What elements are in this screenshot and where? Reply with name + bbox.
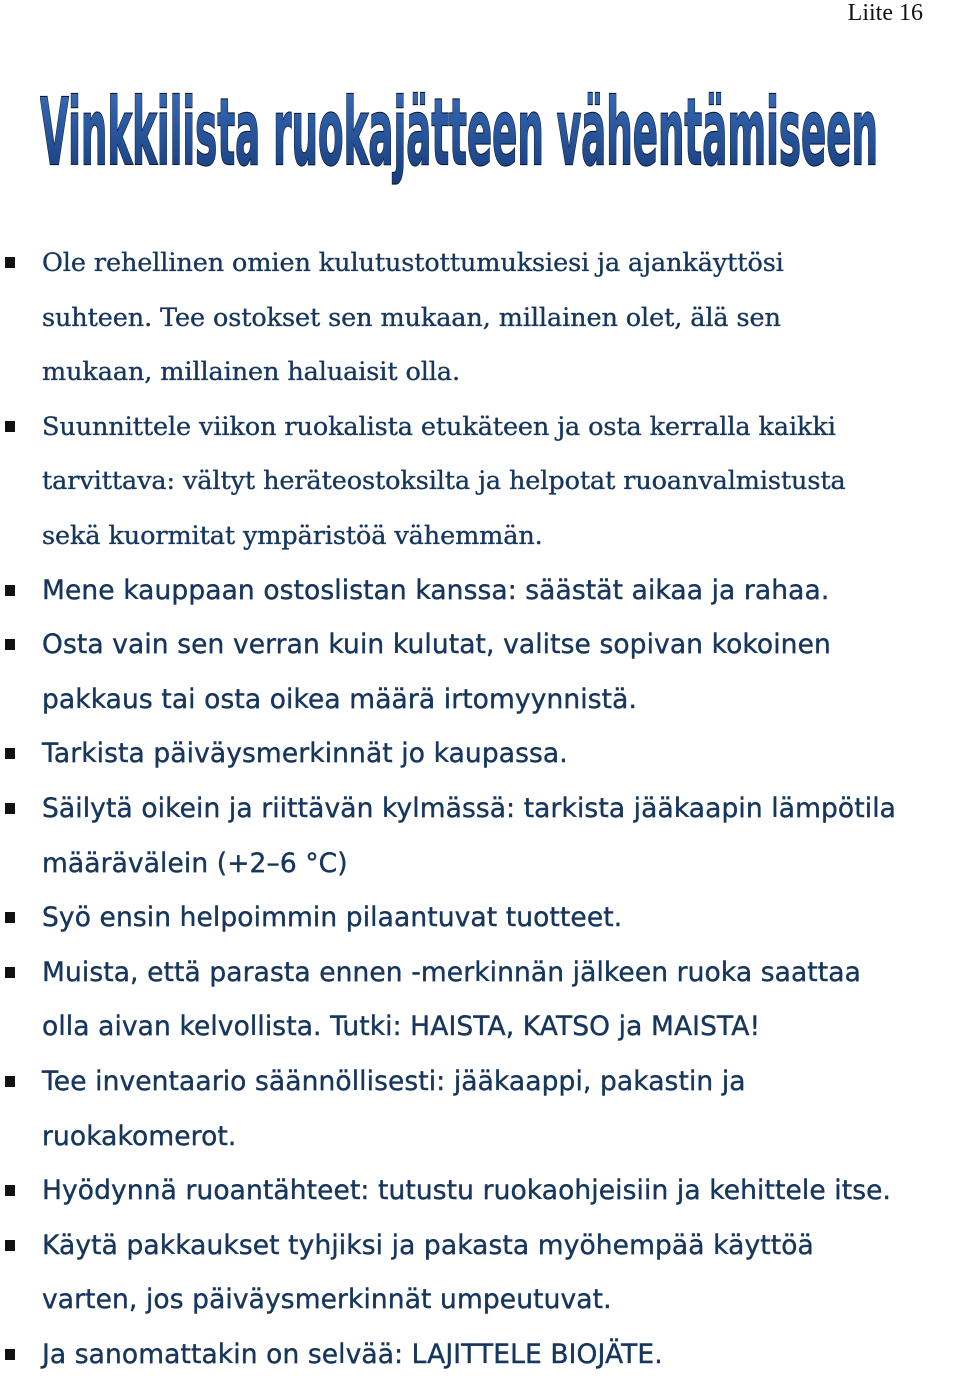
tip-line: Hyödynnä ruoantähteet: tutustu ruokaohjeisiin ja kehittele itse. — [42, 1175, 892, 1207]
tip-line: Ja sanomattakin on selvää: LAJITTELE BIOJÄTE. — [42, 1338, 663, 1370]
tip-item — [0, 782, 960, 891]
square-bullet-icon — [5, 912, 15, 923]
tip-line: mukaan, millainen haluaisit olla. — [42, 357, 460, 388]
title-wordart — [40, 74, 885, 204]
square-bullet-icon — [5, 421, 15, 432]
tip-item — [0, 564, 960, 619]
page-label: Liite 16 — [847, 0, 923, 26]
tip-line: Ole rehellinen omien kulutustottumuksiesi ja ajankäyttösi — [42, 248, 784, 278]
tip-line: Säilytä oikein ja riittävän kylmässä: tarkista jääkaapin lämpötila — [42, 792, 896, 824]
tip-item — [0, 727, 960, 782]
square-bullet-icon — [5, 748, 15, 759]
tip-line: määrävälein (+2–6 °C) — [42, 847, 348, 879]
tip-line: varten, jos päiväysmerkinnät umpeutuvat. — [42, 1284, 612, 1316]
square-bullet-icon — [5, 257, 15, 268]
square-bullet-icon — [5, 585, 15, 596]
tip-item — [0, 1164, 960, 1219]
tip-line: sekä kuormitat ympäristöä vähemmän. — [42, 520, 543, 551]
tip-line: ruokakomerot. — [42, 1120, 237, 1152]
square-bullet-icon — [5, 803, 15, 814]
square-bullet-icon — [5, 967, 15, 978]
tip-line: Tarkista päiväysmerkinnät jo kaupassa. — [42, 738, 568, 770]
tip-line: pakkaus tai osta oikea määrä irtomyynnistä. — [42, 683, 637, 715]
tip-item — [0, 400, 960, 564]
document-title — [40, 74, 885, 204]
tip-line: Tee inventaario säännöllisesti: jääkaappi, pakastin ja — [42, 1065, 746, 1097]
tip-item — [0, 1219, 960, 1328]
tip-item — [0, 946, 960, 1055]
tip-line: tarvittava: vältyt heräteostoksilta ja helpotat ruoanvalmistusta — [42, 466, 846, 497]
tip-line: olla aivan kelvollista. Tutki: HAISTA, KATSO ja MAISTA! — [42, 1011, 761, 1043]
tip-line: suhteen. Tee ostokset sen mukaan, millainen olet, älä sen — [42, 302, 781, 333]
title-text: Vinkkilista ruokajätteen vähentämiseen — [40, 79, 878, 186]
tips-list — [0, 236, 960, 1382]
square-bullet-icon — [5, 1076, 15, 1087]
tip-line: Mene kauppaan ostoslistan kanssa: säästät aikaa ja rahaa. — [42, 574, 830, 606]
tip-line: Osta vain sen verran kuin kulutat, valitse sopivan kokoinen — [42, 629, 831, 661]
tip-item — [0, 891, 960, 946]
tip-item — [0, 1055, 960, 1164]
tip-item — [0, 236, 960, 400]
tip-item — [0, 618, 960, 727]
tip-line: Syö ensin helpoimmin pilaantuvat tuotteet. — [42, 902, 623, 934]
square-bullet-icon — [5, 1185, 15, 1196]
square-bullet-icon — [5, 639, 15, 650]
tip-line: Suunnittele viikon ruokalista etukäteen ja osta kerralla kaikki — [42, 411, 836, 442]
square-bullet-icon — [5, 1240, 15, 1251]
tip-line: Muista, että parasta ennen -merkinnän jälkeen ruoka saattaa — [42, 956, 861, 988]
tip-item — [0, 1328, 960, 1382]
square-bullet-icon — [5, 1349, 15, 1360]
tip-line: Käytä pakkaukset tyhjiksi ja pakasta myöhempää käyttöä — [42, 1229, 814, 1261]
